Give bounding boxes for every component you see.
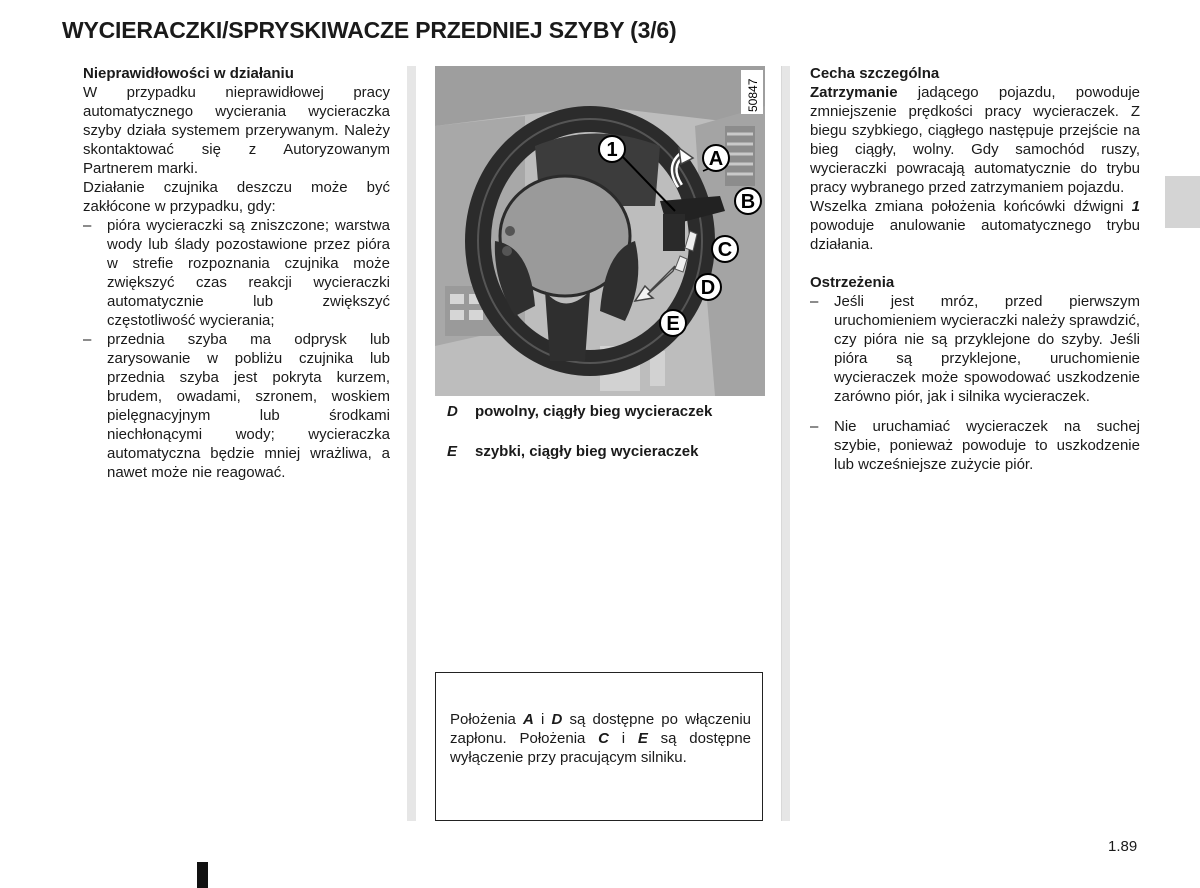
label-B: B: [740, 191, 756, 213]
label-D: D: [700, 277, 716, 299]
section-heading-warnings: Ostrzeżenia: [810, 274, 895, 291]
caption-text: szybki, ciągły bieg wycieraczek: [475, 443, 699, 460]
left-column: [83, 64, 390, 482]
right-column: [810, 64, 1140, 474]
section-heading-special-feature: Cecha szczególna: [810, 65, 940, 82]
chapter-tab: [1165, 176, 1200, 228]
page-number: 1.89: [1108, 838, 1138, 855]
position-E: E: [637, 730, 648, 747]
note-box: [435, 672, 763, 821]
column-gutter-left: [407, 66, 416, 821]
bold-term: Zatrzymanie: [810, 84, 898, 101]
section-heading-malfunctions: Nieprawidłowości w działaniu: [83, 65, 294, 82]
label-C: C: [717, 239, 733, 261]
position-A: A: [523, 711, 534, 728]
note-span: i: [608, 730, 638, 747]
wiper-stalk-illustration: [435, 66, 765, 396]
note-text: [450, 710, 751, 767]
paragraph-malfunction: W przypadku nieprawidłowej pracy automatycznego wycierania wycieraczka szyby działa systemem przerywanym. Należy skontaktować się z Autoryzowanym Partnerem marki.: [83, 84, 390, 177]
caption-key: E: [447, 443, 458, 460]
rain-sensor-list: [83, 216, 390, 482]
caption-E: [447, 443, 698, 460]
list-item: – Jeśli jest mróz, przed pierwszym uruchomieniem wycieraczki należy sprawdzić, czy pióra nie są przyklejone do szyby. Jeśli pióra są przyklejone, uruchomienie wycieraczek może spowodować uszkodzenie zarówno piór, jak i silnika wycieraczek.: [810, 292, 1140, 406]
caption-text: powolny, ciągły bieg wycieraczek: [475, 403, 713, 420]
paragraph-text: Wszelka zmiana położenia końcówki dźwigni: [810, 198, 1132, 215]
label-E: E: [666, 313, 680, 335]
position-D: D: [551, 711, 563, 728]
paragraph-rain-sensor: Działanie czujnika deszczu może być zakłócone w przypadku, gdy:: [83, 179, 390, 215]
note-span: Położenia: [450, 711, 524, 728]
paragraph-text: powoduje anulowanie automatycznego trybu działania.: [810, 217, 1140, 253]
list-item: – Nie uruchamiać wycieraczek na suchej szybie, ponieważ powoduje to uszkodzenie lub wcześniejsze zużycie piór.: [810, 417, 1140, 474]
paragraph-lever-change: [810, 197, 1140, 254]
label-A: A: [708, 148, 724, 170]
position-C: C: [598, 730, 609, 747]
caption-D: [447, 403, 712, 420]
list-item: – pióra wycieraczki są zniszczone; warstwa wody lub ślady pozostawione przez pióra w strefie rozpoznania czujnika może zwiększyć czas reakcji wycieraczki automatycznie lub zwiększyć częstotliwość wycierania;: [83, 216, 390, 330]
caption-key: D: [447, 403, 458, 420]
lever-number: 1: [1131, 198, 1140, 215]
column-gutter-right: [782, 66, 790, 821]
crop-mark: [197, 862, 208, 888]
note-span: są dostępne po włączeniu zapłonu. Położenia: [450, 711, 751, 747]
list-item: – przednia szyba ma odprysk lub zarysowanie w pobliżu czujnika lub przednia szyba jest pokryta kurzem, brudem, owadami, szronem, woskiem pielęgnacyjnym lub środkami niechłonącymi wody; wycieraczka automatyczna będzie mniej wrażliwa, a nawet może nie reagować.: [83, 330, 390, 482]
paragraph-text: jadącego pojazdu, powoduje zmniejszenie prędkości pracy wycieraczek. Z biegu szybkiego, ciągłego następuje przejście na bieg ciągły, wolny. Gdy samochód ruszy, wycieraczki powracają automatycznie do trybu pracy wybranego przed zatrzymaniem pojazdu.: [810, 84, 1140, 196]
paragraph-stop: [810, 83, 1140, 197]
warnings-list: [810, 292, 1140, 474]
figure-reference-number: 50847: [746, 78, 760, 112]
page-title: WYCIERACZKI/SPRYSKIWACZE PRZEDNIEJ SZYBY (3/6): [62, 17, 677, 43]
steering-wheel-drawing: [435, 66, 765, 396]
note-span: są dostępne wyłączenie przy pracującym silniku.: [450, 730, 751, 766]
label-1: 1: [606, 139, 618, 161]
note-span: i: [533, 711, 552, 728]
